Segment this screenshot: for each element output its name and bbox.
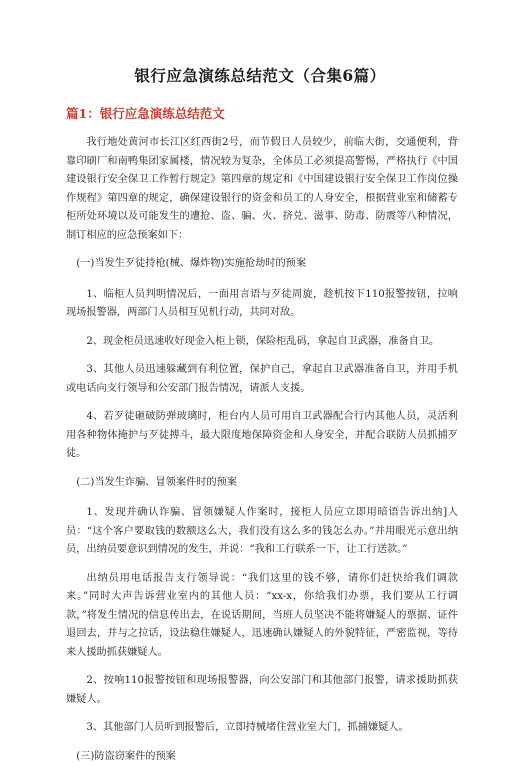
section-heading: 篇1：银行应急演练总结范文 (66, 106, 225, 121)
body-paragraph: 1、临柜人员判明情况后，一面用言语与歹徒周旋，趁机按下110报警按钮，拉响现场报警器，两部门人员相互见机行动，共同对敌。 (66, 288, 458, 318)
subsection-heading: (三)防盗窃案件的预案 (76, 750, 176, 762)
document-title: 银行应急演练总结范文（合集6篇） (134, 66, 386, 85)
body-paragraph: 4、若歹徒砸破防弹玻璃时，柜台内人员可用自卫武器配合行内其他人员，灵活利用各种物体掩护与歹徒搏斗，最大限度地保障资金和人身安全，并配合联防人员抓捕歹徒。 (66, 411, 458, 459)
body-paragraph: 3、其他部门人员听到报警后，立即持械堵住营业室大门，抓捕嫌疑人。 (86, 722, 409, 733)
body-paragraph: 出纳员用电话报告支行领导说：“我们这里的钱不够，请你们赶快给我们调款来。”同时大声告诉营业室内的其他人员：“xx-x，你给我们办票，我们要从工行调款，”将发生情况的信息传出去，在说话期间，当班人员坚决不能将嫌疑人的票据、证件退回去，并与之拉话，设法稳住嫌疑人，迅速确认嫌疑人的外貌特征，严密监视，等待来人援助抓获嫌疑人。 (66, 572, 458, 658)
body-paragraph: 2、按响110报警按钮和现场报警器，向公安部门和其他部门报警，请求援助抓获嫌疑人。 (66, 675, 458, 705)
body-paragraph: 3、其他人员迅速躲藏到有利位置，保护自己，拿起自卫武器准备自卫，并用手机或电话向支行领导和公安部门报告情况，请派人支援。 (66, 364, 458, 394)
body-paragraph: 我行地处黄河市长江区红西街2号，而节假日人员较少，前临大街，交通便利，背靠印刷厂和南鸭集团家属楼，情况较为复杂，全体员工必须提高警惕，严格执行《中国建设银行安全保卫工作暂行规定》第四章的规定和《中国建设银行安全保卫工作岗位操作规程》第四章的规定，确保建设银行的资金和员工的人身安全，根据营业室和储蓄专柜所处环境以及可能发生的遭抢、盗、骗、火、挤兑、滋事、防毒、防震等八种情况，制订相应的应急预案如下： (66, 137, 458, 241)
body-paragraph: 1、发现并确认诈骗、冒领嫌疑人作案时，接柜人员应立即用暗语告诉出纳]人员：“这个客户要取钱的数额这么大，我们没有这么多的钱怎么办。”并用眼光示意出纳员，出纳员要意识到情况的发生，并说：“我和工行联系一下，让工行送款。” (66, 507, 458, 555)
body-paragraph: 2、现金柜员迅速收好现金入柜上锁，保险柜乱码，拿起自卫武器，准备自卫。 (86, 335, 440, 347)
subsection-heading: (一)当发生歹徒持枪(械、爆炸物)实施抢劫时的预案 (76, 258, 307, 269)
subsection-heading: (二)当发生诈骗、冒领案件时的预案 (76, 476, 237, 488)
document-body (66, 134, 458, 778)
